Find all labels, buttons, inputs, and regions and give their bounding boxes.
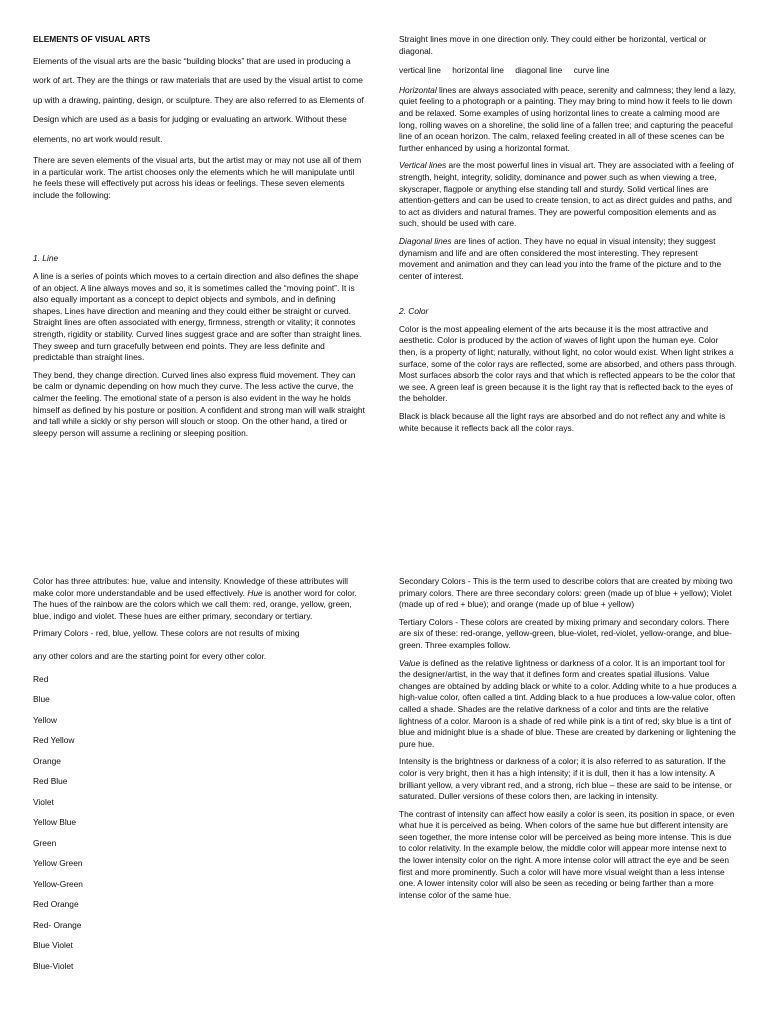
primary-colors-line-2: any other colors and are the starting point for every other color. bbox=[33, 650, 267, 661]
color-paragraph-1: Color is the most appealing element of the arts because it is the most attractive and aesthetic. Color is produced by the action of waves of light upon the human eye. Color then, is a property of light; naturally, without light, no color would exist. When light strikes a surface, some of the color rays are reflected, some are absorbed, and others pass through. Most surfaces absorb the color rays and that which is reflected appears to be the color that we see. A green leaf is green because it is the light ray that is reflected back to the eyes of the beholder. bbox=[399, 323, 737, 404]
intensity-paragraph: Intensity is the brightness or darkness of a color; it is also referred to as saturation. If the color is very bright, then it has a high intensity; if it is dull, then it has a low intensity. A brilliant yellow, a very vibrant red, and a strong, rich blue – these are said to be intense, or saturated. Duller versions of these colors then, are lacking in intensity. bbox=[399, 756, 732, 802]
page2-right-column bbox=[399, 576, 737, 907]
list-item: Yellow bbox=[33, 714, 57, 725]
value-text: is defined as the relative lightness or darkness of a color. It is an important tool for the designer/artist, in the way that it defines form and creates spatial illusions. Value changes are obtained by adding black or white to a color. Adding white to a hue produces a high-value color, often called a tint. Adding black to a hue produces a low-value color, often called a shade. Shades are the relative darkness of a color and tints are the relative lightness of a color. Maroon is a shade of red while pink is a tint of red; sky blue is a tint of blue and midnight blue is a shade of blue. These are created by darkening or lightening the pure hue. bbox=[399, 657, 737, 749]
list-item: Yellow-Green bbox=[33, 878, 83, 889]
value-term: Value bbox=[399, 657, 421, 668]
page2-left-column bbox=[33, 576, 365, 981]
page1-left-column bbox=[33, 34, 365, 445]
list-item: Yellow Green bbox=[33, 858, 83, 869]
diagonal-lines-paragraph bbox=[399, 236, 737, 282]
line-types-row bbox=[399, 65, 737, 77]
secondary-colors-paragraph: Secondary Colors - This is the term used to describe colors that are created by mixing two primary colors. There are three secondary colors: green (made up of blue + yellow); Violet (made up of red + blue); and orange (made up of blue + yellow) bbox=[399, 576, 733, 610]
line-type-vertical: vertical line bbox=[399, 65, 441, 76]
line-type-horizontal: horizontal line bbox=[452, 65, 504, 76]
contrast-paragraph: The contrast of intensity can affect how easily a color is seen, its position in space, or even what hue it is perceived as being. When colors of the same hue but different intensity are seen together, the more intense color will be perceived as being more intense. This is due to color relativity. In the example below, the middle color will appear more intense next to the lower intensity color on the right. A more intense color will attract the eye and be seen first and more prominently. Such a color will have more visual weight than a less intense one. A lower intensity color will also be seen as receding or being farther than a more intense color of the same hue. bbox=[399, 808, 735, 900]
list-item: Yellow Blue bbox=[33, 817, 76, 828]
hue-term: Hue bbox=[247, 587, 263, 598]
list-item: Green bbox=[33, 837, 57, 848]
list-item: Red Orange bbox=[33, 899, 79, 910]
value-paragraph bbox=[399, 658, 737, 751]
list-item: Violet bbox=[33, 796, 54, 807]
straight-lines-paragraph: Straight lines move in one direction only. They could either be horizontal, vertical or diagonal. bbox=[399, 34, 707, 56]
primary-colors-line: Primary Colors - red, blue, yellow. These colors are not results of mixing bbox=[33, 628, 300, 639]
list-item: Red Yellow bbox=[33, 735, 75, 746]
section-heading-line: 1. Line bbox=[33, 253, 59, 264]
vertical-lines-paragraph bbox=[399, 160, 737, 230]
line-paragraph-2: They bend, they change direction. Curved lines also express fluid movement. They can be calm or dynamic depending on how much they curve. The less active the curve, the calmer the feeling. The emotional state of a person is also evident in the way he holds himself as defined by his posture or position. A confident and strong man will walk straight and tall while a sickly or shy person will slouch or stoop. On the other hand, a tired or sleepy person will assume a reclining or sleeping position. bbox=[33, 369, 365, 438]
horizontal-term: Horizontal bbox=[399, 84, 437, 95]
vertical-text: are the most powerful lines in visual art. They are associated with a feeling of strength, height, integrity, solidity, dominance and power such as when viewing a tree, skyscraper, flagpole or anything else standing tall and sturdy. Solid vertical lines are attention-getters and can be used to create tension, to act as direct guides and paths, and to act as dividers and natural frames. They are powerful composition elements and as such, should be used with care. bbox=[399, 160, 734, 229]
diagonal-term: Diagonal lines bbox=[399, 235, 452, 246]
document-title: ELEMENTS OF VISUAL ARTS bbox=[33, 34, 151, 44]
horizontal-text: lines are always associated with peace, serenity and calmness; they lend a lazy, quiet feeling to a photograph or a painting. They may bring to mind how it feels to lie down and be relaxed. Some examples of using horizontal lines to create a calming mood are long, rolling waves on a shoreline, the solid line of a fallen tree; and capturing the peaceful line of an ocean horizon. The calm, relaxed feeling created in all of these scenes can be further enhanced by using a horizontal format. bbox=[399, 84, 736, 153]
list-item: Blue-Violet bbox=[33, 960, 74, 971]
vertical-term: Vertical lines bbox=[399, 160, 447, 171]
list-item: Blue Violet bbox=[33, 940, 73, 951]
line-type-curve: curve line bbox=[573, 65, 610, 76]
intro-paragraph: Elements of the visual arts are the basic “building blocks” that are used in producing a work of art. They are the things or raw materials that are used by the visual artist to come up with a drawing, painting, design, or sculpture. They are also referred to as Elements of Design which are used as a basis for judging or evaluating an artwork. Without these elements, no art work would result. bbox=[33, 55, 364, 144]
horizontal-lines-paragraph bbox=[399, 85, 737, 155]
line-type-diagonal: diagonal line bbox=[515, 65, 563, 76]
page1-right-column bbox=[399, 34, 737, 440]
list-item: Orange bbox=[33, 755, 61, 766]
attributes-text-a: Color has three attributes: hue, value and intensity. Knowledge of these attributes will make color more understandable and be used effectively. bbox=[33, 576, 349, 598]
attributes-text-b: is another word for color. The hues of the rainbow are the colors which we call them: red, orange, yellow, green, blue, indigo and violet. These hues are either primary, secondary or tertiary. bbox=[33, 587, 357, 621]
attributes-paragraph bbox=[33, 576, 365, 622]
color-list bbox=[33, 674, 365, 982]
list-item: Blue bbox=[33, 694, 50, 705]
section-heading-color: 2. Color bbox=[399, 306, 429, 317]
list-item: Red Blue bbox=[33, 776, 68, 787]
diagonal-text: are lines of action. They have no equal in visual intensity; they suggest dynamism and life and are often considered the most interesting. They represent movement and animation and they can lead you into the frame of the picture and to the center of interest. bbox=[399, 235, 722, 281]
list-item: Red- Orange bbox=[33, 919, 82, 930]
list-item: Red bbox=[33, 673, 49, 684]
seven-elements-paragraph: There are seven elements of the visual arts, but the artist may or may not use all of them in a particular work. The artist chooses only the elements which he will manipulate until he feels these will effectively put across his ideas or feelings. These seven elements include the following: bbox=[33, 155, 362, 200]
color-paragraph-2: Black is black because all the light rays are absorbed and do not reflect any and white is white because it reflects back all the color rays. bbox=[399, 411, 726, 433]
line-paragraph-1: A line is a series of points which moves to a certain direction and also defines the shape of an object. A line always moves and so, it is sometimes called the “moving point”. It is also equally important as a concept to depict objects and symbols, and in defining shapes. Lines have direction and meaning and they could either be straight or curved. Straight lines are often associated with energy, firmness, strength or vitality; it connotes strength, rigidity or stability. Curved lines suggest grace and are softer than straight lines. They sweep and turn gracefully between end points. They are less definite and predictable than straight lines. bbox=[33, 271, 362, 363]
tertiary-colors-paragraph: Tertiary Colors - These colors are created by mixing primary and secondary colors. There are six of these: red-orange, yellow-green, blue-violet, red-violet, yellow-orange, and blue-green. Three examples follow. bbox=[399, 616, 732, 650]
